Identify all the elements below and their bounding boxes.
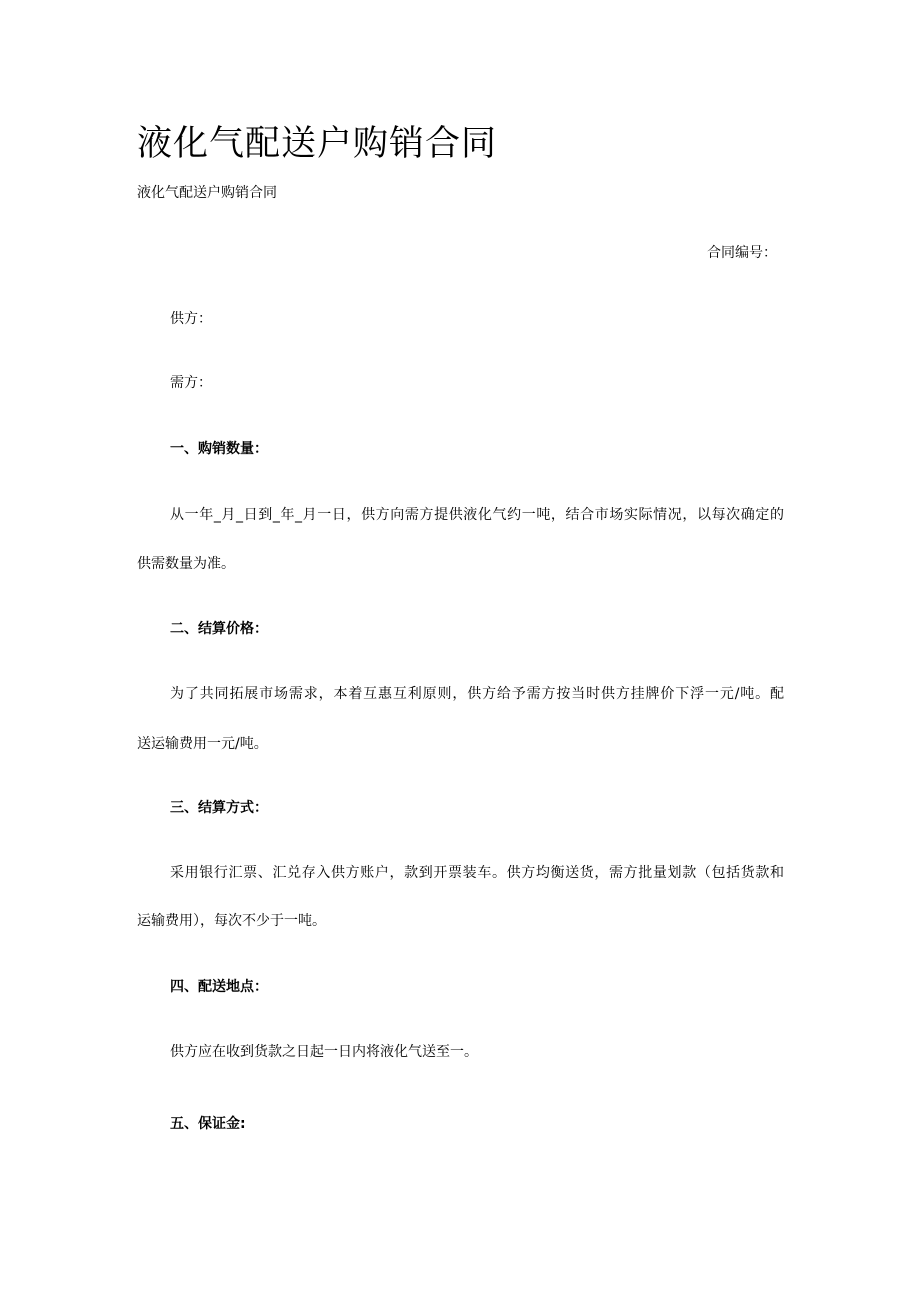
section-paragraph-payment-line1: 采用银行汇票、汇兑存入供方账户，款到开票装车。供方均衡送货，需方批量划款（包括货款和 — [170, 865, 784, 881]
document-title: 液化气配送户购销合同 — [137, 124, 498, 164]
section-heading-quantity: 一、购销数量： — [170, 441, 268, 457]
supplier-label: 供方： — [170, 311, 212, 327]
section-paragraph-delivery-line1: 供方应在收到货款之日起一日内将液化气送至一。 — [170, 1044, 478, 1060]
section-paragraph-price-line1: 为了共同拓展市场需求，本着互惠互利原则，供方给予需方按当时供方挂牌价下浮一元/吨。配 — [170, 686, 784, 702]
contract-number-label: 合同编号： — [707, 245, 777, 261]
buyer-label: 需方： — [170, 375, 212, 391]
section-paragraph-quantity-line2: 供需数量为准。 — [137, 556, 235, 572]
section-heading-price: 二、结算价格： — [170, 621, 268, 637]
section-heading-deposit: 五、保证金: — [170, 1116, 246, 1132]
section-paragraph-quantity-line1: 从一年_月_日到_年_月一日，供方向需方提供液化气约一吨，结合市场实际情况，以每次确定的 — [170, 507, 784, 523]
section-paragraph-payment-line2: 运输费用），每次不少于一吨。 — [137, 913, 326, 929]
section-paragraph-price-line2: 送运输费用一元/吨。 — [137, 736, 268, 752]
section-heading-payment: 三、结算方式： — [170, 800, 268, 816]
section-heading-delivery: 四、配送地点： — [170, 979, 268, 995]
document-subtitle: 液化气配送户购销合同 — [137, 185, 277, 201]
